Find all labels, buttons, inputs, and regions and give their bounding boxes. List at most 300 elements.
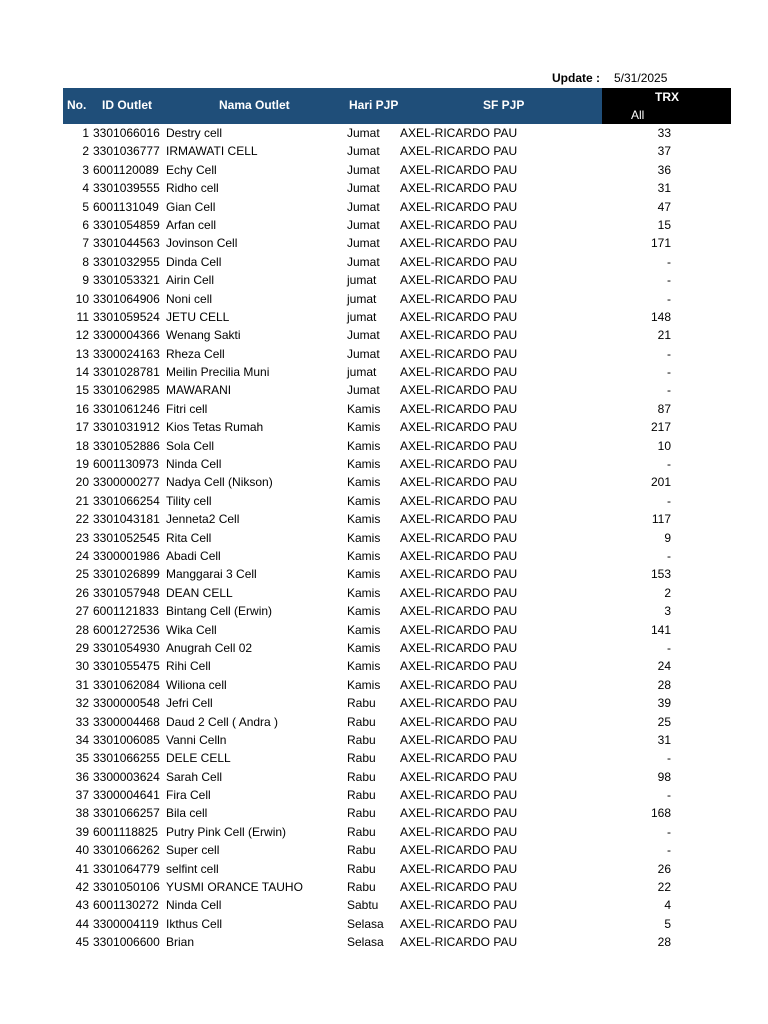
- row-number-cell[interactable]: 26: [75, 585, 89, 600]
- outlet-name-cell[interactable]: Destry cell: [166, 126, 223, 140]
- sf-pjp-cell[interactable]: AXEL-RICARDO PAU: [400, 475, 518, 490]
- outlet-name-cell[interactable]: Jovinson Cell: [166, 236, 238, 251]
- header-no[interactable]: No.: [67, 98, 87, 112]
- table-row[interactable]: [0, 915, 768, 933]
- outlet-id-cell[interactable]: 3301066255: [93, 751, 160, 766]
- hari-pjp-cell[interactable]: Rabu: [347, 806, 376, 821]
- sf-pjp-cell[interactable]: AXEL-RICARDO PAU: [400, 512, 518, 527]
- outlet-name-cell[interactable]: Meilin Precilia Muni: [166, 365, 270, 380]
- sf-pjp-cell[interactable]: AXEL-RICARDO PAU: [400, 457, 518, 472]
- row-number-cell[interactable]: 35: [75, 751, 89, 766]
- outlet-id-cell[interactable]: 3301059524: [93, 309, 160, 324]
- sf-pjp-cell[interactable]: AXEL-RICARDO PAU: [400, 365, 518, 380]
- hari-pjp-cell[interactable]: Jumat: [347, 328, 380, 343]
- outlet-id-cell[interactable]: 3301064906: [93, 291, 160, 306]
- table-row[interactable]: [0, 161, 768, 179]
- header-sf-pjp[interactable]: SF PJP: [483, 98, 525, 112]
- row-number-cell[interactable]: 30: [75, 659, 89, 674]
- hari-pjp-cell[interactable]: Rabu: [347, 824, 376, 839]
- hari-pjp-cell[interactable]: Jumat: [347, 346, 380, 361]
- row-number-cell[interactable]: 8: [82, 254, 89, 269]
- sf-pjp-cell[interactable]: AXEL-RICARDO PAU: [400, 181, 518, 196]
- table-row[interactable]: [0, 253, 768, 271]
- trx-all-cell[interactable]: -: [667, 457, 671, 472]
- row-number-cell[interactable]: 5: [82, 199, 89, 214]
- hari-pjp-cell[interactable]: Kamis: [347, 420, 381, 435]
- table-row[interactable]: [0, 823, 768, 841]
- row-number-cell[interactable]: 25: [75, 567, 89, 582]
- table-row[interactable]: [0, 621, 768, 639]
- sf-pjp-cell[interactable]: AXEL-RICARDO PAU: [400, 585, 518, 600]
- table-row[interactable]: [0, 841, 768, 859]
- outlet-name-cell[interactable]: Jenneta2 Cell: [166, 512, 240, 527]
- row-number-cell[interactable]: 10: [75, 291, 89, 306]
- row-number-cell[interactable]: 17: [75, 420, 89, 435]
- row-number-cell[interactable]: 32: [75, 696, 89, 711]
- row-number-cell[interactable]: 42: [75, 880, 89, 895]
- outlet-name-cell[interactable]: Nadya Cell (Nikson): [166, 475, 273, 490]
- outlet-id-cell[interactable]: 3301052886: [93, 438, 160, 453]
- sf-pjp-cell[interactable]: AXEL-RICARDO PAU: [400, 126, 518, 140]
- hari-pjp-cell[interactable]: Jumat: [347, 181, 380, 196]
- trx-all-cell[interactable]: 31: [657, 732, 671, 747]
- outlet-name-cell[interactable]: Vanni Celln: [166, 732, 227, 747]
- sf-pjp-cell[interactable]: AXEL-RICARDO PAU: [400, 493, 518, 508]
- sf-pjp-cell[interactable]: AXEL-RICARDO PAU: [400, 916, 518, 931]
- hari-pjp-cell[interactable]: Kamis: [347, 585, 381, 600]
- sf-pjp-cell[interactable]: AXEL-RICARDO PAU: [400, 861, 518, 876]
- row-number-cell[interactable]: 20: [75, 475, 89, 490]
- hari-pjp-cell[interactable]: Kamis: [347, 640, 381, 655]
- row-number-cell[interactable]: 7: [82, 236, 89, 251]
- sf-pjp-cell[interactable]: AXEL-RICARDO PAU: [400, 438, 518, 453]
- outlet-name-cell[interactable]: Wenang Sakti: [166, 328, 241, 343]
- outlet-name-cell[interactable]: Fira Cell: [166, 788, 211, 803]
- table-row[interactable]: [0, 749, 768, 767]
- sf-pjp-cell[interactable]: AXEL-RICARDO PAU: [400, 548, 518, 563]
- hari-pjp-cell[interactable]: Kamis: [347, 567, 381, 582]
- sf-pjp-cell[interactable]: AXEL-RICARDO PAU: [400, 420, 518, 435]
- sf-pjp-cell[interactable]: AXEL-RICARDO PAU: [400, 898, 518, 913]
- outlet-name-cell[interactable]: Anugrah Cell 02: [166, 640, 253, 655]
- row-number-cell[interactable]: 34: [75, 732, 89, 747]
- outlet-id-cell[interactable]: 3301057948: [93, 585, 160, 600]
- row-number-cell[interactable]: 18: [75, 438, 89, 453]
- table-row[interactable]: [0, 547, 768, 565]
- hari-pjp-cell[interactable]: Kamis: [347, 475, 381, 490]
- outlet-name-cell[interactable]: Sola Cell: [166, 438, 215, 453]
- hari-pjp-cell[interactable]: Kamis: [347, 401, 381, 416]
- table-row[interactable]: [0, 381, 768, 399]
- trx-all-cell[interactable]: 28: [657, 677, 671, 692]
- trx-all-cell[interactable]: 25: [657, 714, 671, 729]
- outlet-name-cell[interactable]: Echy Cell: [166, 162, 217, 177]
- hari-pjp-cell[interactable]: Rabu: [347, 751, 376, 766]
- sf-pjp-cell[interactable]: AXEL-RICARDO PAU: [400, 696, 518, 711]
- outlet-id-cell[interactable]: 3301054859: [93, 217, 160, 232]
- outlet-name-cell[interactable]: IRMAWATI CELL: [166, 144, 258, 159]
- header-trx[interactable]: TRX: [655, 90, 679, 104]
- table-row[interactable]: [0, 437, 768, 455]
- sf-pjp-cell[interactable]: AXEL-RICARDO PAU: [400, 328, 518, 343]
- table-row[interactable]: [0, 584, 768, 602]
- outlet-id-cell[interactable]: 3301032955: [93, 254, 160, 269]
- sf-pjp-cell[interactable]: AXEL-RICARDO PAU: [400, 806, 518, 821]
- outlet-id-cell[interactable]: 3301061246: [93, 401, 160, 416]
- hari-pjp-cell[interactable]: Kamis: [347, 548, 381, 563]
- outlet-id-cell[interactable]: 3301006600: [93, 935, 160, 950]
- sf-pjp-cell[interactable]: AXEL-RICARDO PAU: [400, 217, 518, 232]
- trx-all-cell[interactable]: 22: [657, 880, 671, 895]
- trx-all-cell[interactable]: -: [667, 751, 671, 766]
- row-number-cell[interactable]: 4: [82, 181, 89, 196]
- sf-pjp-cell[interactable]: AXEL-RICARDO PAU: [400, 309, 518, 324]
- header-all[interactable]: All: [631, 108, 645, 122]
- row-number-cell[interactable]: 6: [82, 217, 89, 232]
- outlet-id-cell[interactable]: 3300004468: [93, 714, 160, 729]
- trx-all-cell[interactable]: 2: [664, 585, 671, 600]
- outlet-id-cell[interactable]: 3301050106: [93, 880, 160, 895]
- row-number-cell[interactable]: 36: [75, 769, 89, 784]
- outlet-id-cell[interactable]: 3301043181: [93, 512, 160, 527]
- row-number-cell[interactable]: 9: [82, 273, 89, 288]
- outlet-name-cell[interactable]: Kios Tetas Rumah: [166, 420, 264, 435]
- table-row[interactable]: [0, 878, 768, 896]
- table-row[interactable]: [0, 639, 768, 657]
- row-number-cell[interactable]: 28: [75, 622, 89, 637]
- hari-pjp-cell[interactable]: Jumat: [347, 217, 380, 232]
- outlet-name-cell[interactable]: Super cell: [166, 843, 220, 858]
- row-number-cell[interactable]: 41: [75, 861, 89, 876]
- sf-pjp-cell[interactable]: AXEL-RICARDO PAU: [400, 769, 518, 784]
- trx-all-cell[interactable]: 148: [650, 309, 671, 324]
- outlet-id-cell[interactable]: 3301026899: [93, 567, 160, 582]
- outlet-id-cell[interactable]: 3301052545: [93, 530, 160, 545]
- trx-all-cell[interactable]: 37: [657, 144, 671, 159]
- header-nama-outlet[interactable]: Nama Outlet: [219, 98, 290, 112]
- outlet-name-cell[interactable]: Rihi Cell: [166, 659, 211, 674]
- outlet-name-cell[interactable]: Daud 2 Cell ( Andra ): [166, 714, 279, 729]
- trx-all-cell[interactable]: -: [667, 788, 671, 803]
- row-number-cell[interactable]: 29: [75, 640, 89, 655]
- outlet-name-cell[interactable]: Wiliona cell: [166, 677, 227, 692]
- table-row[interactable]: [0, 290, 768, 308]
- outlet-id-cell[interactable]: 3300024163: [93, 346, 160, 361]
- row-number-cell[interactable]: 40: [75, 843, 89, 858]
- sf-pjp-cell[interactable]: AXEL-RICARDO PAU: [400, 622, 518, 637]
- hari-pjp-cell[interactable]: Rabu: [347, 843, 376, 858]
- row-number-cell[interactable]: 11: [76, 309, 89, 324]
- table-row[interactable]: [0, 676, 768, 694]
- outlet-id-cell[interactable]: 3300000277: [93, 475, 160, 490]
- sf-pjp-cell[interactable]: AXEL-RICARDO PAU: [400, 880, 518, 895]
- outlet-id-cell[interactable]: 6001272536: [93, 622, 160, 637]
- hari-pjp-cell[interactable]: Rabu: [347, 769, 376, 784]
- outlet-id-cell[interactable]: 6001120089: [93, 162, 159, 177]
- sf-pjp-cell[interactable]: AXEL-RICARDO PAU: [400, 273, 518, 288]
- row-number-cell[interactable]: 15: [75, 383, 89, 398]
- sf-pjp-cell[interactable]: AXEL-RICARDO PAU: [400, 751, 518, 766]
- trx-all-cell[interactable]: 39: [657, 696, 671, 711]
- table-row[interactable]: [0, 657, 768, 675]
- table-row[interactable]: [0, 602, 768, 620]
- outlet-name-cell[interactable]: Brian: [166, 935, 195, 950]
- trx-all-cell[interactable]: 47: [657, 199, 671, 214]
- sf-pjp-cell[interactable]: AXEL-RICARDO PAU: [400, 346, 518, 361]
- outlet-name-cell[interactable]: Fitri cell: [166, 401, 208, 416]
- outlet-id-cell[interactable]: 6001130973: [93, 457, 159, 472]
- table-row[interactable]: [0, 345, 768, 363]
- trx-all-cell[interactable]: 153: [650, 567, 671, 582]
- row-number-cell[interactable]: 13: [75, 346, 89, 361]
- outlet-name-cell[interactable]: Abadi Cell: [166, 548, 221, 563]
- hari-pjp-cell[interactable]: Selasa: [347, 916, 384, 931]
- table-row[interactable]: [0, 786, 768, 804]
- outlet-name-cell[interactable]: Noni cell: [166, 291, 213, 306]
- trx-all-cell[interactable]: 201: [650, 475, 671, 490]
- row-number-cell[interactable]: 21: [75, 493, 89, 508]
- trx-all-cell[interactable]: 24: [657, 659, 671, 674]
- table-row[interactable]: [0, 473, 768, 491]
- table-row[interactable]: [0, 142, 768, 160]
- table-row[interactable]: [0, 896, 768, 914]
- trx-all-cell[interactable]: 28: [657, 935, 671, 950]
- outlet-name-cell[interactable]: Rheza Cell: [166, 346, 225, 361]
- sf-pjp-cell[interactable]: AXEL-RICARDO PAU: [400, 732, 518, 747]
- trx-all-cell[interactable]: -: [667, 346, 671, 361]
- outlet-id-cell[interactable]: 3301062985: [93, 383, 160, 398]
- trx-all-cell[interactable]: 31: [657, 181, 671, 196]
- trx-all-cell[interactable]: -: [667, 365, 671, 380]
- row-number-cell[interactable]: 31: [75, 677, 89, 692]
- outlet-name-cell[interactable]: Putry Pink Cell (Erwin): [166, 824, 287, 839]
- sf-pjp-cell[interactable]: AXEL-RICARDO PAU: [400, 383, 518, 398]
- row-number-cell[interactable]: 38: [75, 806, 89, 821]
- row-number-cell[interactable]: 19: [75, 457, 89, 472]
- hari-pjp-cell[interactable]: Kamis: [347, 622, 381, 637]
- row-number-cell[interactable]: 3: [82, 162, 89, 177]
- trx-all-cell[interactable]: 3: [664, 604, 671, 619]
- sf-pjp-cell[interactable]: AXEL-RICARDO PAU: [400, 824, 518, 839]
- sf-pjp-cell[interactable]: AXEL-RICARDO PAU: [400, 677, 518, 692]
- trx-all-cell[interactable]: 98: [657, 769, 671, 784]
- trx-all-cell[interactable]: 171: [650, 236, 671, 251]
- outlet-id-cell[interactable]: 3301066257: [93, 806, 160, 821]
- outlet-id-cell[interactable]: 3300001986: [93, 548, 160, 563]
- outlet-name-cell[interactable]: YUSMI ORANCE TAUHO: [166, 880, 303, 895]
- outlet-id-cell[interactable]: 3300003624: [93, 769, 160, 784]
- sf-pjp-cell[interactable]: AXEL-RICARDO PAU: [400, 254, 518, 269]
- sf-pjp-cell[interactable]: AXEL-RICARDO PAU: [400, 567, 518, 582]
- sf-pjp-cell[interactable]: AXEL-RICARDO PAU: [400, 935, 518, 950]
- row-number-cell[interactable]: 14: [75, 365, 89, 380]
- trx-all-cell[interactable]: -: [667, 548, 671, 563]
- trx-all-cell[interactable]: 26: [657, 861, 671, 876]
- table-row[interactable]: [0, 565, 768, 583]
- table-row[interactable]: [0, 400, 768, 418]
- hari-pjp-cell[interactable]: Rabu: [347, 788, 376, 803]
- outlet-name-cell[interactable]: Airin Cell: [166, 273, 215, 288]
- trx-all-cell[interactable]: -: [667, 291, 671, 306]
- row-number-cell[interactable]: 23: [75, 530, 89, 545]
- trx-all-cell[interactable]: -: [667, 383, 671, 398]
- outlet-id-cell[interactable]: 3300004366: [93, 328, 160, 343]
- outlet-id-cell[interactable]: 3301062084: [93, 677, 160, 692]
- table-row[interactable]: [0, 713, 768, 731]
- hari-pjp-cell[interactable]: jumat: [347, 309, 377, 324]
- outlet-id-cell[interactable]: 3300004119: [93, 916, 159, 931]
- table-row[interactable]: [0, 124, 768, 142]
- row-number-cell[interactable]: 45: [75, 935, 89, 950]
- hari-pjp-cell[interactable]: Kamis: [347, 438, 381, 453]
- table-row[interactable]: [0, 860, 768, 878]
- trx-all-cell[interactable]: 9: [664, 530, 671, 545]
- sf-pjp-cell[interactable]: AXEL-RICARDO PAU: [400, 291, 518, 306]
- row-number-cell[interactable]: 39: [75, 824, 89, 839]
- outlet-id-cell[interactable]: 3301036777: [93, 144, 160, 159]
- hari-pjp-cell[interactable]: Jumat: [347, 126, 380, 140]
- row-number-cell[interactable]: 2: [82, 144, 89, 159]
- row-number-cell[interactable]: 44: [75, 916, 89, 931]
- trx-all-cell[interactable]: 141: [650, 622, 671, 637]
- trx-all-cell[interactable]: 217: [650, 420, 671, 435]
- sf-pjp-cell[interactable]: AXEL-RICARDO PAU: [400, 162, 518, 177]
- outlet-name-cell[interactable]: Rita Cell: [166, 530, 212, 545]
- outlet-id-cell[interactable]: 3300000548: [93, 696, 160, 711]
- table-row[interactable]: [0, 492, 768, 510]
- outlet-name-cell[interactable]: MAWARANI: [166, 383, 232, 398]
- outlet-name-cell[interactable]: JETU CELL: [166, 309, 230, 324]
- hari-pjp-cell[interactable]: Rabu: [347, 732, 376, 747]
- outlet-name-cell[interactable]: Tility cell: [166, 493, 212, 508]
- hari-pjp-cell[interactable]: Rabu: [347, 861, 376, 876]
- sf-pjp-cell[interactable]: AXEL-RICARDO PAU: [400, 843, 518, 858]
- sf-pjp-cell[interactable]: AXEL-RICARDO PAU: [400, 199, 518, 214]
- sf-pjp-cell[interactable]: AXEL-RICARDO PAU: [400, 236, 518, 251]
- outlet-id-cell[interactable]: 3301053321: [93, 273, 160, 288]
- trx-all-cell[interactable]: 15: [657, 217, 671, 232]
- hari-pjp-cell[interactable]: Kamis: [347, 677, 381, 692]
- table-row[interactable]: [0, 308, 768, 326]
- trx-all-cell[interactable]: -: [667, 493, 671, 508]
- row-number-cell[interactable]: 1: [82, 126, 89, 140]
- hari-pjp-cell[interactable]: Sabtu: [347, 898, 379, 913]
- trx-all-cell[interactable]: -: [667, 640, 671, 655]
- row-number-cell[interactable]: 27: [75, 604, 89, 619]
- hari-pjp-cell[interactable]: Selasa: [347, 935, 384, 950]
- outlet-id-cell[interactable]: 3301054930: [93, 640, 160, 655]
- hari-pjp-cell[interactable]: jumat: [347, 273, 377, 288]
- outlet-id-cell[interactable]: 3301066262: [93, 843, 160, 858]
- table-row[interactable]: [0, 933, 768, 951]
- header-id-outlet[interactable]: ID Outlet: [102, 98, 152, 112]
- hari-pjp-cell[interactable]: Kamis: [347, 530, 381, 545]
- trx-all-cell[interactable]: 117: [651, 512, 671, 527]
- hari-pjp-cell[interactable]: Rabu: [347, 880, 376, 895]
- hari-pjp-cell[interactable]: Kamis: [347, 512, 381, 527]
- table-row[interactable]: [0, 179, 768, 197]
- sf-pjp-cell[interactable]: AXEL-RICARDO PAU: [400, 604, 518, 619]
- hari-pjp-cell[interactable]: Jumat: [347, 199, 380, 214]
- outlet-id-cell[interactable]: 3301064779: [93, 861, 160, 876]
- sf-pjp-cell[interactable]: AXEL-RICARDO PAU: [400, 640, 518, 655]
- hari-pjp-cell[interactable]: Kamis: [347, 493, 381, 508]
- row-number-cell[interactable]: 33: [75, 714, 89, 729]
- outlet-name-cell[interactable]: Dinda Cell: [166, 254, 222, 269]
- header-hari-pjp[interactable]: Hari PJP: [349, 98, 399, 112]
- table-row[interactable]: [0, 363, 768, 381]
- hari-pjp-cell[interactable]: Kamis: [347, 659, 381, 674]
- hari-pjp-cell[interactable]: jumat: [347, 365, 377, 380]
- trx-all-cell[interactable]: 33: [657, 126, 671, 140]
- row-number-cell[interactable]: 12: [75, 328, 89, 343]
- outlet-id-cell[interactable]: 3301031912: [93, 420, 160, 435]
- trx-all-cell[interactable]: 10: [657, 438, 671, 453]
- table-row[interactable]: [0, 216, 768, 234]
- outlet-name-cell[interactable]: Ninda Cell: [166, 457, 222, 472]
- hari-pjp-cell[interactable]: Rabu: [347, 714, 376, 729]
- outlet-id-cell[interactable]: 6001121833: [93, 604, 159, 619]
- row-number-cell[interactable]: 37: [75, 788, 89, 803]
- table-row[interactable]: [0, 455, 768, 473]
- trx-all-cell[interactable]: 36: [657, 162, 671, 177]
- table-row[interactable]: [0, 326, 768, 344]
- outlet-id-cell[interactable]: 3301055475: [93, 659, 160, 674]
- hari-pjp-cell[interactable]: Jumat: [347, 144, 380, 159]
- table-row[interactable]: [0, 768, 768, 786]
- outlet-name-cell[interactable]: Ninda Cell: [166, 898, 222, 913]
- table-row[interactable]: [0, 418, 768, 436]
- hari-pjp-cell[interactable]: Jumat: [347, 162, 380, 177]
- sf-pjp-cell[interactable]: AXEL-RICARDO PAU: [400, 788, 518, 803]
- outlet-id-cell[interactable]: 6001118825: [93, 824, 158, 839]
- outlet-id-cell[interactable]: 6001130272: [93, 898, 159, 913]
- hari-pjp-cell[interactable]: Jumat: [347, 254, 380, 269]
- outlet-id-cell[interactable]: 3300004641: [93, 788, 160, 803]
- table-row[interactable]: [0, 694, 768, 712]
- outlet-name-cell[interactable]: Jefri Cell: [166, 696, 213, 711]
- trx-all-cell[interactable]: 87: [657, 401, 671, 416]
- outlet-id-cell[interactable]: 3301044563: [93, 236, 160, 251]
- outlet-name-cell[interactable]: Bila cell: [166, 806, 208, 821]
- table-row[interactable]: [0, 529, 768, 547]
- table-row[interactable]: [0, 198, 768, 216]
- hari-pjp-cell[interactable]: jumat: [347, 291, 377, 306]
- outlet-id-cell[interactable]: 6001131049: [93, 199, 159, 214]
- trx-all-cell[interactable]: -: [667, 843, 671, 858]
- row-number-cell[interactable]: 22: [75, 512, 89, 527]
- trx-all-cell[interactable]: 5: [664, 916, 671, 931]
- outlet-name-cell[interactable]: selfint cell: [166, 861, 219, 876]
- outlet-name-cell[interactable]: Ikthus Cell: [166, 916, 223, 931]
- outlet-name-cell[interactable]: Wika Cell: [166, 622, 217, 637]
- hari-pjp-cell[interactable]: Rabu: [347, 696, 376, 711]
- outlet-name-cell[interactable]: Sarah Cell: [166, 769, 223, 784]
- outlet-id-cell[interactable]: 3301066016: [93, 126, 160, 140]
- trx-all-cell[interactable]: -: [667, 254, 671, 269]
- trx-all-cell[interactable]: -: [667, 273, 671, 288]
- hari-pjp-cell[interactable]: Kamis: [347, 604, 381, 619]
- table-row[interactable]: [0, 234, 768, 252]
- outlet-name-cell[interactable]: DELE CELL: [166, 751, 231, 766]
- outlet-name-cell[interactable]: Arfan cell: [166, 217, 217, 232]
- outlet-id-cell[interactable]: 3301006085: [93, 732, 160, 747]
- trx-all-cell[interactable]: 21: [657, 328, 671, 343]
- hari-pjp-cell[interactable]: Kamis: [347, 457, 381, 472]
- outlet-name-cell[interactable]: Gian Cell: [166, 199, 216, 214]
- table-row[interactable]: [0, 804, 768, 822]
- hari-pjp-cell[interactable]: Jumat: [347, 236, 380, 251]
